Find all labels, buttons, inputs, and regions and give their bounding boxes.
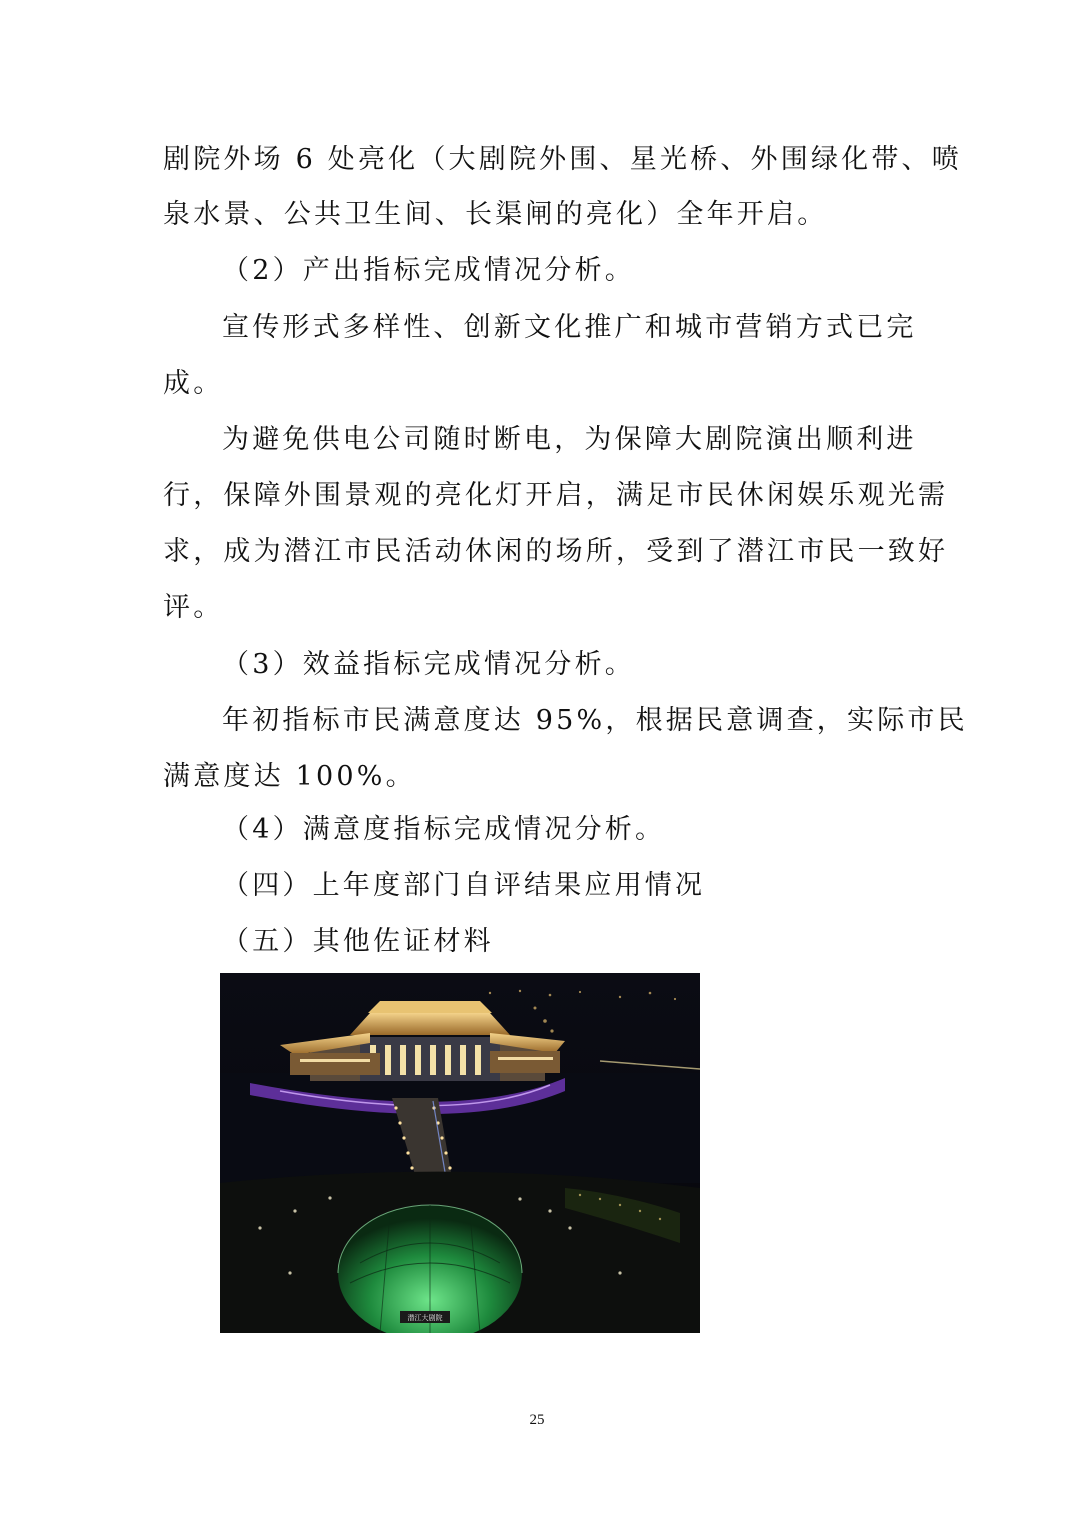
section-heading: （四）上年度部门自评结果应用情况 xyxy=(222,870,706,901)
paragraph-line: 求，成为潜江市民活动休闲的场所，受到了潜江市民一致好 xyxy=(163,536,949,567)
section-heading: （3）效益指标完成情况分析。 xyxy=(222,649,635,680)
section-heading: （4）满意度指标完成情况分析。 xyxy=(222,814,666,845)
page-number: 25 xyxy=(529,1412,545,1428)
section-heading: （五）其他佐证材料 xyxy=(222,926,494,957)
paragraph-line: 为避免供电公司随时断电，为保障大剧院演出顺利进 xyxy=(222,424,917,455)
paragraph-line: 满意度达 100%。 xyxy=(163,761,416,792)
paragraph-line: 年初指标市民满意度达 95%，根据民意调查，实际市民 xyxy=(222,705,968,736)
night-aerial-image xyxy=(220,973,700,1333)
paragraph-line: 行，保障外围景观的亮化灯开启，满足市民休闲娱乐观光需 xyxy=(163,480,949,511)
section-heading: （2）产出指标完成情况分析。 xyxy=(222,255,635,286)
dome-sign-text: 潜江大剧院 xyxy=(407,1314,443,1322)
theater-night-photo xyxy=(220,973,700,1333)
paragraph-line: 宣传形式多样性、创新文化推广和城市营销方式已完 xyxy=(222,312,917,343)
paragraph-line: 评。 xyxy=(163,592,224,623)
paragraph-line: 成。 xyxy=(163,368,224,399)
paragraph-line: 泉水景、公共卫生间、长渠闸的亮化）全年开启。 xyxy=(163,199,828,230)
paragraph-line: 剧院外场 6 处亮化（大剧院外围、星光桥、外围绿化带、喷 xyxy=(163,144,962,175)
